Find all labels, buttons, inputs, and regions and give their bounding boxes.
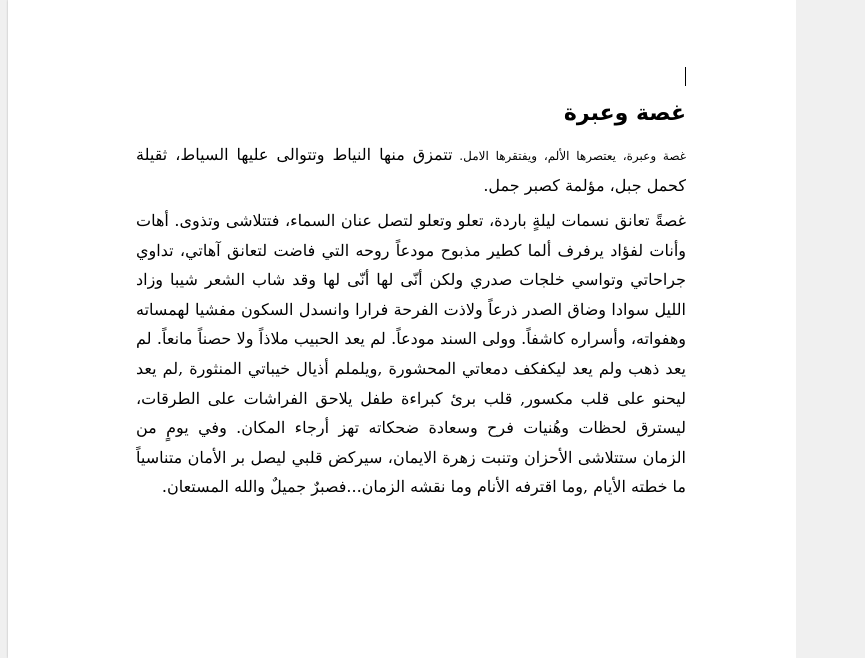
document-page[interactable] (8, 0, 796, 658)
workspace-background (796, 0, 865, 658)
paragraph-1-small-text: غصة وعبرة، يعتصرها الألم، ويفتقرها الامل. (452, 149, 686, 163)
paragraph-2: غصةً تعانق نسمات ليلةٍ باردة، تعلو وتعلو لتصل عنان السماء، فتتلاشى وتذوى. أهات وأنات لفؤاد يرفرف ألما كطير مذبوح مودعاً روحه التي فاضت لتعانق آهاتي، تداوي جراحاتي وتواسي خلجات صدري ولكن أنّى لها أنّى لها وقد شاب الشعر شيبا وزاد الليل سوادا وضاق الصدر ذرعاً ولاذت الفرحة فرارا وانسدل السكون مفشيا لهمساته وهفواته، وأسراره كاشفاً. وولى السند مودعاً. لم يعد الحبيب ملاذاً ولا حصناً مانعاً. لم يعد ذهب ولم يعد ليكفكف دمعاتي المحشورة ,ويلملم أذيال خيباتي المنثورة ,لم يعد ليحنو على قلب مكسور, قلب برئ كبراءة طفل يلاحق الفراشات على الطرقات، ليسترق لحظات وهُنيات فرح وسعادة ضحكاته تهز أرجاء المكان. وفي يومٍ من الزمان ستتلاشى الأحزان وتنبت زهرة الايمان، سيركض قلبي ليصل بر الأمان متناسياً ما خطته الأيام ,وما اقترفه الأنام وما نقشه الزمان...فصبرٌ جميلٌ والله المستعان. (136, 211, 686, 497)
text-cursor (685, 67, 686, 86)
paragraph-1-text: تتمزق منها النياط وتتوالى عليها السياط، ثقيلة كحمل جبل، مؤلمة كصبر جمل. (136, 145, 686, 195)
document-body[interactable] (136, 96, 686, 502)
document-title: غصة وعبرة (563, 101, 686, 126)
paragraph-1 (136, 140, 686, 200)
